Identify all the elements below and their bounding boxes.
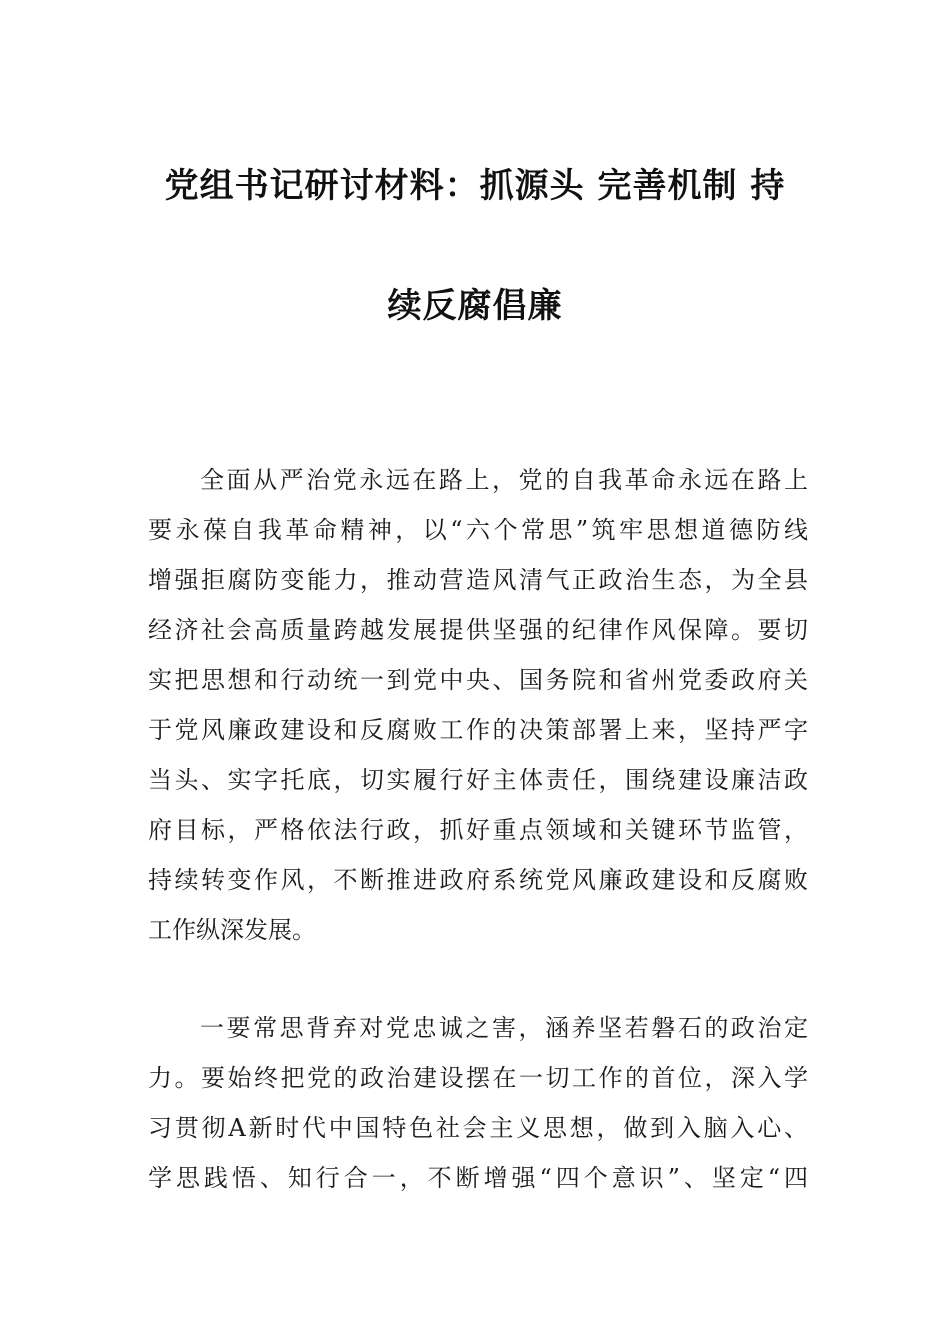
paragraph-1-line: 全面从严治党永远在路上，党的自我革命永远在路上	[200, 466, 808, 494]
paragraph-1-line: 于党风廉政建设和反腐败工作的决策部署上来，坚持严字	[148, 716, 808, 744]
paragraph-1-line: 工作纵深发展。	[148, 916, 316, 944]
paragraph-1-line: 经济社会高质量跨越发展提供坚强的纪律作风保障。要切	[148, 616, 808, 644]
paragraph-2-line: 一要常思背弃对党忠诚之害，涵养坚若磐石的政治定	[200, 1014, 808, 1042]
paragraph-1-line: 增强拒腐防变能力，推动营造风清气正政治生态，为全县	[148, 566, 808, 594]
document-title-line-1: 党组书记研讨材料：抓源头 完善机制 持	[164, 166, 786, 206]
paragraph-1-line: 府目标，严格依法行政，抓好重点领域和关键环节监管，	[148, 816, 808, 844]
paragraph-2-line: 习贯彻A新时代中国特色社会主义思想，做到入脑入心、	[148, 1114, 808, 1142]
paragraph-2-line: 力。要始终把党的政治建设摆在一切工作的首位，深入学	[148, 1064, 808, 1092]
paragraph-1-line: 要永葆自我革命精神，以“六个常思”筑牢思想道德防线	[148, 516, 808, 544]
document-title-line-2: 续反腐倡廉	[387, 286, 563, 326]
paragraph-1-line: 持续转变作风，不断推进政府系统党风廉政建设和反腐败	[148, 866, 808, 894]
paragraph-1-line: 当头、实字托底，切实履行好主体责任，围绕建设廉洁政	[148, 766, 808, 794]
paragraph-2-line: 学思践悟、知行合一，不断增强“四个意识”、坚定“四	[148, 1164, 808, 1192]
paragraph-1-line: 实把思想和行动统一到党中央、国务院和省州党委政府关	[148, 666, 808, 694]
